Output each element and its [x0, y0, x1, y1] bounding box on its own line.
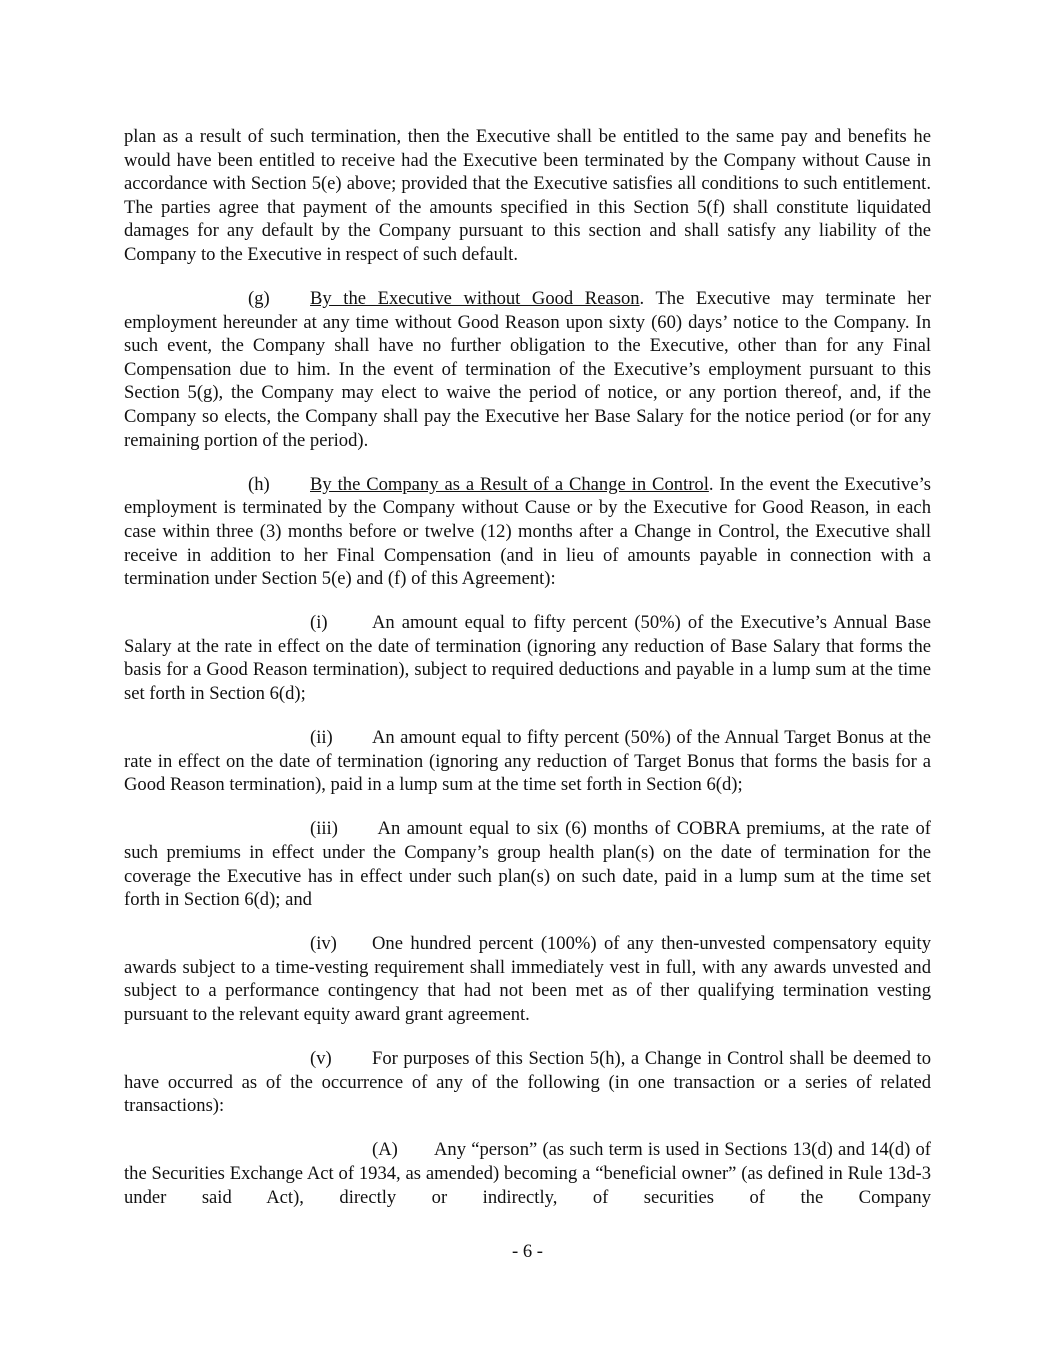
section-heading: By the Company as a Result of a Change in Control [310, 473, 709, 495]
section-number: (g) [248, 288, 270, 310]
section-5g [124, 287, 931, 452]
clause-text: One hundred percent (100%) of any then-unvested compensatory equity awards subject to a time-vesting requirement shall immediately vest in full, with any awards unvested and subject to a performance contingency that had not been met as of ther qualifying termination vesting pursuant to the relevant equity award grant agreement. [124, 933, 931, 1025]
section-text: . In the event the Executive’s employment is terminated by the Company without Cause or by the Executive for Good Reason, in each case within three (3) months before or twelve (12) months after a Change in Control, the Executive shall receive in addition to her Final Compensation (and in lieu of amounts payable in connection with a termination under Section 5(e) and (f) of this Agreement): [124, 473, 931, 590]
clause-text: An amount equal to fifty percent (50%) of the Annual Target Bonus at the rate in effect on the date of termination (ignoring any reduction of Target Bonus that forms the basis for a Good Reason termination), paid in a lump sum at the time set forth in Section 6(d); [124, 727, 931, 796]
clause-ii [124, 726, 931, 797]
page-number: - 6 - [512, 1241, 543, 1262]
clause-text: For purposes of this Section 5(h), a Change in Control shall be deemed to have occurred as of the occurrence of any of the following (in one transaction or a series of related transactions): [124, 1048, 931, 1117]
clause-text: An amount equal to fifty percent (50%) of the Executive’s Annual Base Salary at the rate in effect on the date of termination (ignoring any reduction of Base Salary that forms the basis for a Good Reason termination), subject to required deductions and payable in a lump sum at the time set forth in Section 6(d); [124, 612, 931, 704]
clause-v [124, 1047, 931, 1118]
section-text: . The Executive may terminate her employment hereunder at any time without Good Reason upon sixty (60) days’ notice to the Company. In such event, the Company shall have no further obligation to the Executive, other than for any Final Compensation due to him. In the event of termination of the Executive’s employment pursuant to this Section 5(g), the Company may elect to waive the period of notice, or any portion thereof, and, if the Company so elects, the Company shall pay the Executive her Base Salary for the notice period (or for any remaining portion of the period). [124, 288, 931, 451]
clause-number: (iv) [310, 933, 337, 955]
section-number: (h) [248, 473, 270, 495]
section-heading: By the Executive without Good Reason [310, 288, 640, 310]
clause-number: (i) [310, 612, 328, 634]
clause-number: (v) [310, 1048, 332, 1070]
clause-A [124, 1138, 931, 1209]
clause-number: (ii) [310, 727, 333, 749]
clause-text: Any “person” (as such term is used in Sections 13(d) and 14(d) of the Securities Exchange Act of 1934, as amended) becoming a “beneficial owner” (as defined in Rule 13d-3 under said Act), directly or indirectly, of securities of the Company [124, 1139, 931, 1208]
document-body [124, 125, 931, 1230]
clause-iii [124, 817, 931, 911]
paragraph-continuation: plan as a result of such termination, then the Executive shall be entitled to the same pay and benefits he would have been entitled to receive had the Executive been terminated by the Company without Cause in accordance with Section 5(e) above; provided that the Executive satisfies all conditions to such entitlement. The parties agree that payment of the amounts specified in this Section 5(f) shall constitute liquidated damages for any default by the Company pursuant to this section and shall satisfy any liability of the Company to the Executive in respect of such default. [124, 126, 931, 265]
clause-iv [124, 932, 931, 1026]
clause-text: An amount equal to six (6) months of COBRA premiums, at the rate of such premiums in effect under the Company’s group health plan(s) on the date of termination for the coverage the Executive has in effect under such plan(s) on such date, paid in a lump sum at the time set forth in Section 6(d); and [124, 818, 931, 911]
clause-number: (iii) [310, 818, 338, 840]
clause-number: (A) [372, 1139, 398, 1161]
section-5h [124, 473, 931, 591]
clause-i [124, 611, 931, 705]
